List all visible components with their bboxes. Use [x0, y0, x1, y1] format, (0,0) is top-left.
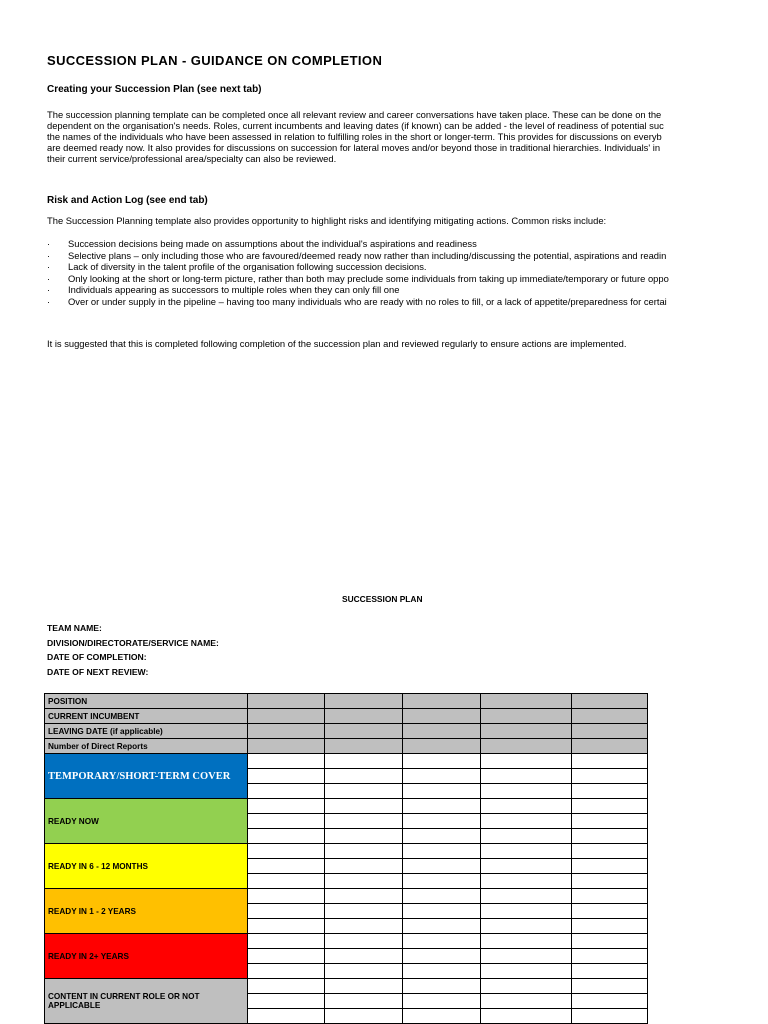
table-cell[interactable]: [481, 724, 572, 739]
table-cell[interactable]: [481, 844, 572, 859]
table-cell[interactable]: [481, 829, 572, 844]
table-cell[interactable]: [325, 904, 403, 919]
table-cell[interactable]: [325, 979, 403, 994]
table-cell[interactable]: [403, 844, 481, 859]
table-cell[interactable]: [248, 949, 325, 964]
table-cell[interactable]: [572, 769, 648, 784]
table-cell[interactable]: [325, 754, 403, 769]
section2-intro: The Succession Planning template also provides opportunity to highlight risks and identifying mitigating actions. Common risks include:: [47, 215, 607, 226]
plan-heading: SUCCESSION PLAN: [342, 594, 423, 604]
table-cell[interactable]: [572, 709, 648, 724]
list-item: [47, 238, 669, 250]
table-cell[interactable]: [325, 739, 403, 754]
table-cell[interactable]: [572, 934, 648, 949]
table-row: [45, 799, 648, 814]
table-cell[interactable]: [325, 799, 403, 814]
table-cell[interactable]: [481, 709, 572, 724]
risk-text: Over or under supply in the pipeline – having too many individuals who are ready with no roles to fill, or a lack of appetite/preparedness for certai: [68, 295, 667, 307]
field-team-name: TEAM NAME:: [47, 623, 102, 633]
list-item: [47, 296, 669, 308]
table-cell[interactable]: [403, 784, 481, 799]
table-cell[interactable]: [248, 739, 325, 754]
paragraph-line: dependent on the organisation's needs. Roles, current incumbents and leaving dates (if known) can be added - the level of readiness of potential suc: [47, 120, 664, 131]
closing-note: It is suggested that this is completed following completion of the succession plan and reviewed regularly to ensure actions are implemented.: [47, 338, 627, 349]
section1-paragraph: [47, 109, 664, 164]
row-label-direct-reports: Number of Direct Reports: [45, 739, 248, 754]
table-cell[interactable]: [248, 994, 325, 1009]
paragraph-line: are deemed ready now. It also provides for discussions on succession for lateral moves and/or beyond those in traditional hierarchies. Individuals' in: [47, 142, 661, 153]
table-cell[interactable]: [248, 904, 325, 919]
section-heading-creating: Creating your Succession Plan (see next tab): [47, 84, 262, 95]
table-cell[interactable]: [325, 964, 403, 979]
table-cell[interactable]: [248, 799, 325, 814]
table-cell[interactable]: [248, 844, 325, 859]
table-cell[interactable]: [248, 859, 325, 874]
table-cell[interactable]: [248, 829, 325, 844]
row-label-position: POSITION: [45, 694, 248, 709]
list-item: [47, 284, 669, 296]
table-cell[interactable]: [248, 874, 325, 889]
table-cell[interactable]: [403, 904, 481, 919]
table-cell[interactable]: [481, 694, 572, 709]
table-row: [45, 979, 648, 994]
table-cell[interactable]: [403, 919, 481, 934]
table-cell[interactable]: [481, 769, 572, 784]
table-row: [45, 694, 648, 709]
table-cell[interactable]: [325, 949, 403, 964]
table-row: [45, 754, 648, 769]
table-row: [45, 724, 648, 739]
field-date-completion: DATE OF COMPLETION:: [47, 652, 147, 662]
table-cell[interactable]: [248, 724, 325, 739]
table-cell[interactable]: [572, 904, 648, 919]
list-item: [47, 273, 669, 285]
table-cell[interactable]: [572, 964, 648, 979]
row-label-current-incumbent: CURRENT INCUMBENT: [45, 709, 248, 724]
guidance-section: [47, 52, 768, 349]
table-cell[interactable]: [572, 799, 648, 814]
table-cell[interactable]: [325, 994, 403, 1009]
table-cell[interactable]: [481, 859, 572, 874]
table-cell[interactable]: [248, 694, 325, 709]
table-cell[interactable]: [325, 724, 403, 739]
table-row: [45, 934, 648, 949]
table-cell[interactable]: [481, 964, 572, 979]
table-cell[interactable]: [572, 784, 648, 799]
table-cell[interactable]: [248, 769, 325, 784]
table-cell[interactable]: [572, 1009, 648, 1024]
paragraph-line: the names of the individuals who have been assessed in relation to fulfilling roles in the short or longer-term. This provides for discussions on everyb: [47, 131, 662, 142]
bullet-marker: ·: [47, 261, 51, 272]
table-cell[interactable]: [572, 694, 648, 709]
table-row: [45, 889, 648, 904]
guidance-title: SUCCESSION PLAN - GUIDANCE ON COMPLETION: [47, 53, 383, 68]
table-cell[interactable]: [481, 799, 572, 814]
table-cell[interactable]: [572, 889, 648, 904]
bullet-marker: ·: [47, 249, 51, 261]
table-cell[interactable]: [403, 874, 481, 889]
row-label-leaving-date: LEAVING DATE (if applicable): [45, 724, 248, 739]
table-cell[interactable]: [325, 709, 403, 724]
table-cell[interactable]: [403, 994, 481, 1009]
readiness-label: READY NOW: [45, 799, 248, 844]
table-cell[interactable]: [481, 904, 572, 919]
bullet-marker: ·: [47, 295, 51, 307]
readiness-label: CONTENT IN CURRENT ROLE OR NOT APPLICABLE: [45, 979, 248, 1024]
bullet-marker: ·: [47, 284, 51, 295]
table-cell[interactable]: [481, 994, 572, 1009]
bullet-marker: ·: [47, 238, 51, 249]
table-cell[interactable]: [403, 949, 481, 964]
table-cell[interactable]: [481, 934, 572, 949]
table-cell[interactable]: [325, 919, 403, 934]
table-cell[interactable]: [248, 709, 325, 724]
table-cell[interactable]: [572, 949, 648, 964]
table-cell[interactable]: [403, 934, 481, 949]
table-cell[interactable]: [325, 844, 403, 859]
table-cell[interactable]: [403, 814, 481, 829]
table-cell[interactable]: [572, 739, 648, 754]
table-cell[interactable]: [248, 1009, 325, 1024]
table-cell[interactable]: [403, 739, 481, 754]
table-row: [45, 739, 648, 754]
table-cell[interactable]: [248, 784, 325, 799]
table-cell[interactable]: [572, 829, 648, 844]
table-cell[interactable]: [481, 754, 572, 769]
table-cell[interactable]: [403, 799, 481, 814]
table-cell[interactable]: [248, 919, 325, 934]
table-cell[interactable]: [481, 739, 572, 754]
table-cell[interactable]: [248, 754, 325, 769]
table-cell[interactable]: [403, 859, 481, 874]
list-item: [47, 261, 669, 273]
table-cell[interactable]: [325, 874, 403, 889]
table-cell[interactable]: [325, 934, 403, 949]
table-cell[interactable]: [572, 814, 648, 829]
table-cell[interactable]: [248, 934, 325, 949]
section-heading-risk: Risk and Action Log (see end tab): [47, 195, 208, 206]
risk-text: Succession decisions being made on assumptions about the individual's aspirations and readiness: [68, 238, 477, 249]
table-cell[interactable]: [325, 889, 403, 904]
table-cell[interactable]: [325, 859, 403, 874]
risk-text: Selective plans – only including those who are favoured/deemed ready now rather than including/discussing the potential, aspirations and readin: [68, 249, 667, 261]
table-cell[interactable]: [572, 844, 648, 859]
table-cell[interactable]: [403, 1009, 481, 1024]
table-cell[interactable]: [481, 889, 572, 904]
table-cell[interactable]: [481, 784, 572, 799]
table-cell[interactable]: [248, 979, 325, 994]
table-cell[interactable]: [403, 979, 481, 994]
table-cell[interactable]: [325, 784, 403, 799]
table-cell[interactable]: [403, 724, 481, 739]
risk-text: Lack of diversity in the talent profile of the organisation following succession decisions.: [68, 261, 427, 272]
table-cell[interactable]: [572, 754, 648, 769]
table-cell[interactable]: [403, 829, 481, 844]
table-cell[interactable]: [481, 919, 572, 934]
table-cell[interactable]: [403, 709, 481, 724]
list-item: [47, 250, 669, 262]
table-cell[interactable]: [403, 889, 481, 904]
table-cell[interactable]: [325, 694, 403, 709]
table-cell[interactable]: [325, 829, 403, 844]
table-cell[interactable]: [325, 769, 403, 784]
table-cell[interactable]: [248, 964, 325, 979]
field-date-next-review: DATE OF NEXT REVIEW:: [47, 666, 149, 677]
table-cell[interactable]: [572, 859, 648, 874]
readiness-label: TEMPORARY/SHORT-TERM COVER: [45, 754, 248, 799]
risk-text: Only looking at the short or long-term picture, rather than both may preclude some individuals from taking up immediate/temporary or future oppo: [68, 272, 669, 284]
table-cell[interactable]: [572, 874, 648, 889]
table-cell[interactable]: [572, 979, 648, 994]
table-row: [45, 709, 648, 724]
table-cell[interactable]: [481, 874, 572, 889]
table-cell[interactable]: [325, 814, 403, 829]
table-cell[interactable]: [403, 694, 481, 709]
readiness-label: READY IN 2+ YEARS: [45, 934, 248, 979]
succession-plan-table: [44, 693, 648, 1024]
table-cell[interactable]: [248, 814, 325, 829]
table-cell[interactable]: [248, 889, 325, 904]
plan-fields: [47, 621, 219, 679]
risk-list: [47, 238, 669, 307]
readiness-label: READY IN 6 - 12 MONTHS: [45, 844, 248, 889]
paragraph-line: The succession planning template can be completed once all relevant review and career conversations have taken place. These can be done on the: [47, 109, 662, 120]
table-row: [45, 844, 648, 859]
table-cell[interactable]: [572, 724, 648, 739]
table-cell[interactable]: [403, 964, 481, 979]
table-cell[interactable]: [325, 1009, 403, 1024]
table-cell[interactable]: [481, 814, 572, 829]
table-cell[interactable]: [572, 994, 648, 1009]
bullet-marker: ·: [47, 272, 51, 284]
risk-text: Individuals appearing as successors to multiple roles when they can only fill one: [68, 284, 400, 295]
paragraph-line: their current service/professional area/specialty can also be reviewed.: [47, 153, 337, 164]
readiness-label: READY IN 1 - 2 YEARS: [45, 889, 248, 934]
table-cell[interactable]: [572, 919, 648, 934]
table-cell[interactable]: [403, 769, 481, 784]
field-division: DIVISION/DIRECTORATE/SERVICE NAME:: [47, 637, 219, 648]
table-cell[interactable]: [481, 1009, 572, 1024]
table-cell[interactable]: [481, 949, 572, 964]
table-cell[interactable]: [403, 754, 481, 769]
table-cell[interactable]: [481, 979, 572, 994]
